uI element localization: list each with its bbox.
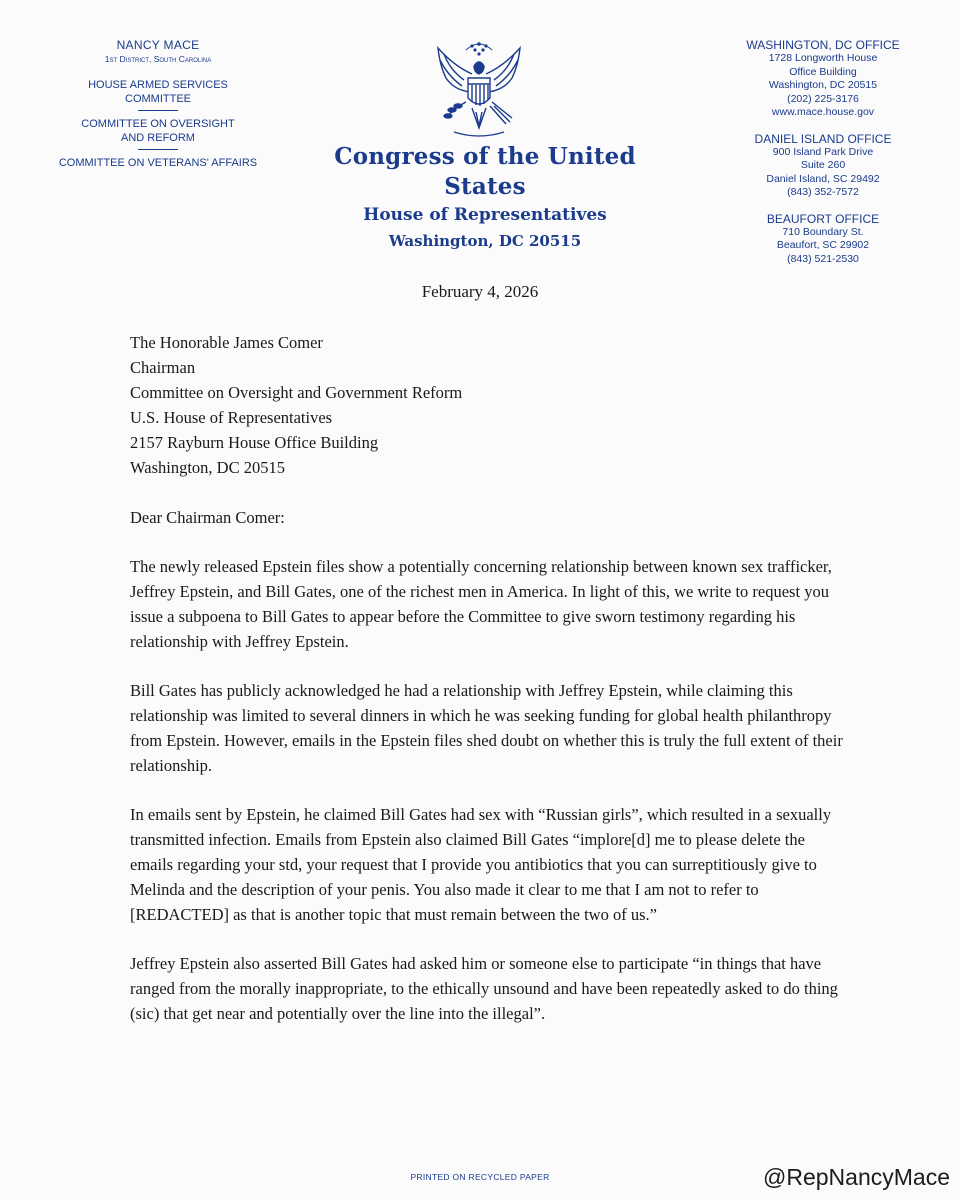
member-name: NANCY MACE bbox=[116, 38, 200, 52]
office-addresses bbox=[728, 38, 918, 266]
paragraph: The newly released Epstein files show a potentially concerning relationship between known sex trafficker, Jeffrey Epstein, and Bill Gates, one of the richest men in America. In light of this, we write to request you issue a subpoena to Bill Gates to appear before the Committee to give sworn testimony regarding his relationship with Jeffrey Epstein. bbox=[130, 557, 832, 651]
paragraph: In emails sent by Epstein, he claimed Bill Gates had sex with “Russian girls”, which resulted in a sexually transmitted infection. Emails from Epstein also claimed Bill Gates “implore[d] me to please delete the emails regarding your std, your request that I provide you antibiotics that you can surreptitiously give to Melinda and the description of your penis. You also made it clear to me that I am not to refer to [REDACTED] as that is another topic that must remain between the two of us.” bbox=[130, 805, 832, 924]
paragraph: Bill Gates has publicly acknowledged he had a relationship with Jeffrey Epstein, while claiming this relationship was limited to several dinners in which he was seeking funding for global health philanthropy from Epstein. However, emails in the Epstein files shed doubt on whether this is truly the full extent of their relationship. bbox=[130, 681, 843, 775]
salutation: Dear Chairman Comer: bbox=[130, 508, 285, 527]
beaufort-office: BEAUFORT OFFICE 710 Boundary St. Beaufort, SC 29902 (843) 521-2530 bbox=[766, 211, 880, 265]
committee-armed-services: HOUSE ARMED SERVICES COMMITTEE bbox=[88, 79, 228, 105]
recycled-paper-note: PRINTED ON RECYCLED PAPER bbox=[410, 1172, 550, 1182]
member-district: 1st District, South Carolina bbox=[104, 54, 212, 64]
daniel-island-office: DANIEL ISLAND OFFICE 900 Island Park Drive Suite 260 Daniel Island, SC 29492 (843) 352-7572 bbox=[754, 131, 892, 198]
congress-letterhead bbox=[300, 142, 670, 254]
member-header bbox=[40, 38, 276, 170]
recipient-address: The Honorable James Comer Chairman Committee on Oversight and Government Reform U.S. House of Representatives 2157 Rayburn House Office Building Washington, DC 20515 bbox=[130, 333, 463, 477]
washington-address: Washington, DC 20515 bbox=[388, 232, 582, 250]
paragraph: Jeffrey Epstein also asserted Bill Gates had asked him or someone else to participate “in things that have ranged from the morally inappropriate, to the ethically unsound and have been repeatedly asked to do thing (sic) that get near and potentially over the line into the illegal”. bbox=[130, 954, 838, 1023]
committee-oversight: COMMITTEE ON OVERSIGHT AND REFORM bbox=[81, 118, 235, 144]
letter-body bbox=[130, 330, 850, 1026]
committee-veterans: COMMITTEE ON VETERANS' AFFAIRS bbox=[58, 157, 258, 169]
congress-title: Congress of the United States bbox=[334, 143, 636, 200]
divider bbox=[138, 110, 178, 111]
dc-office: WASHINGTON, DC OFFICE 1728 Longworth House Office Building Washington, DC 20515 (202) 225-3176 www.mace.house.gov bbox=[746, 38, 900, 118]
divider bbox=[138, 149, 178, 150]
letter-date: February 4, 2026 bbox=[421, 282, 539, 301]
great-seal-eagle-icon bbox=[424, 36, 534, 148]
social-handle: @RepNancyMace bbox=[763, 1164, 950, 1190]
house-title: House of Representatives bbox=[363, 205, 607, 225]
